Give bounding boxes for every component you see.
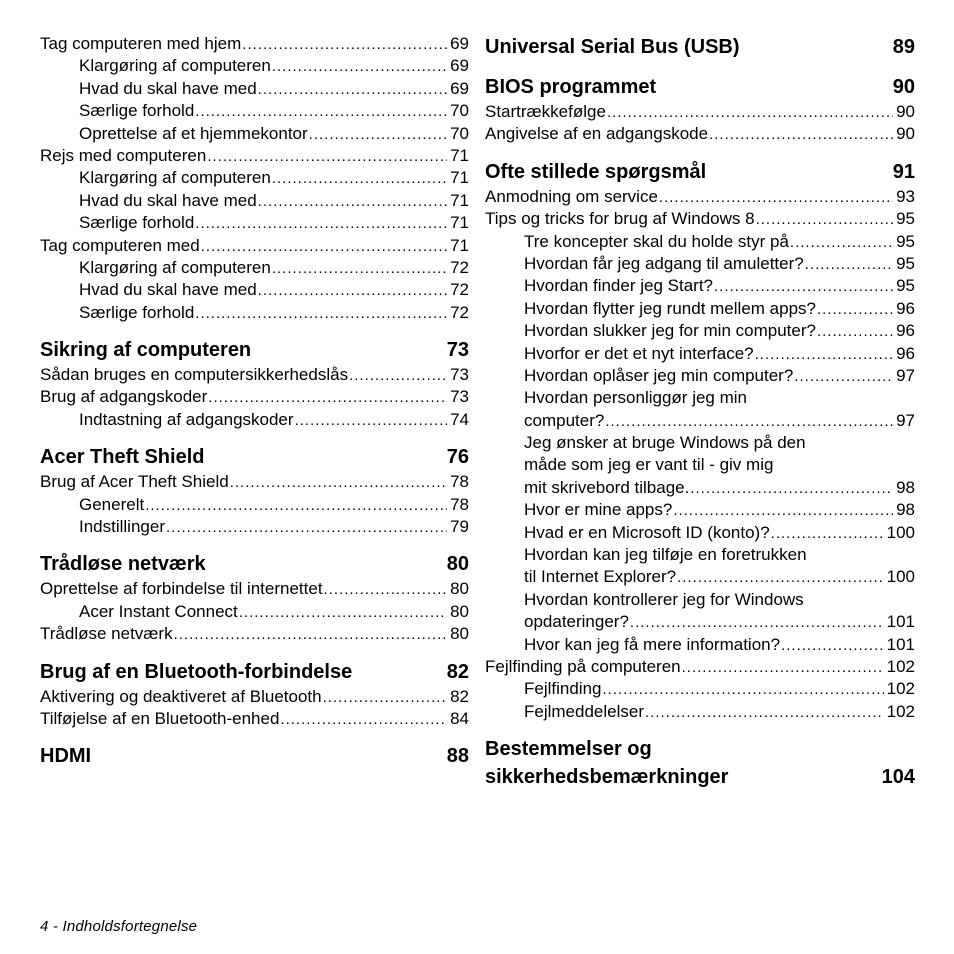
toc-entry-page: 79 [450,517,469,537]
toc-entry-title: Startrækkefølge [485,102,606,121]
dot-leader [280,709,447,731]
toc-entry-line [40,364,469,386]
toc-entry-page: 98 [896,477,915,497]
toc-entry-title: Tre koncepter skal du holde styr på [524,231,789,251]
toc-entry-line [485,499,915,521]
toc-heading-title: Universal Serial Bus (USB) [485,36,740,58]
toc-entry-line [485,343,915,365]
toc-entry-title: mit skrivebord tilbage. [524,477,690,497]
toc-heading-line [485,735,915,763]
dot-leader [230,472,447,494]
toc-heading-page: 73 [446,339,469,362]
toc-entry-title-part: måde som jeg er vant til - giv mig [524,455,774,475]
dot-leader [714,276,893,298]
toc-entry[interactable] [40,78,469,100]
toc-entry[interactable] [40,471,469,493]
toc-entry-line [40,212,469,234]
toc-entry-line [485,611,915,633]
toc-entry[interactable] [40,601,469,623]
toc-heading-page: 80 [446,553,469,576]
toc-entry-title: Rejs med computeren [40,145,207,165]
toc-entry-line [485,477,915,499]
toc-entry-page: 93 [896,186,915,206]
toc-entry-page: 100 [886,522,915,542]
toc-entry-page: 102 [886,679,915,699]
toc-entry[interactable] [485,634,915,656]
toc-entry[interactable] [485,656,915,678]
toc-entry-line [40,167,469,189]
toc-entry-line [485,544,915,566]
toc-entry-page: 71 [450,213,469,233]
toc-right-column [485,33,915,791]
toc-heading-line [485,763,915,791]
toc-entry-title: Fejlfinding på computeren [485,656,681,676]
toc-entry-title: Hvor er mine apps? [524,500,673,520]
toc-entry[interactable] [40,516,469,538]
toc-entry-page: 72 [450,280,469,300]
toc-entry-title: Særlige forhold [79,302,195,322]
toc-entry[interactable] [40,55,469,77]
toc-entry-line [40,257,469,279]
toc-heading-page: 88 [446,745,469,768]
toc-entry-line [40,190,469,212]
toc-entry-page: 98 [896,500,915,520]
toc-entry-page: 95 [896,209,915,229]
toc-heading-line [40,336,469,364]
dot-leader [709,124,893,146]
dot-leader [790,232,893,254]
toc-entry-line [485,387,915,409]
toc-entry[interactable] [485,253,915,275]
toc-heading-title: Trådløse netværk [40,553,206,576]
toc-entry[interactable] [40,100,469,122]
dot-leader [659,187,893,209]
toc-entry-page: 73 [450,387,469,407]
toc-entry-title: Tips og tricks for brug af Windows 8 [485,209,755,229]
toc-entry[interactable] [485,432,915,499]
toc-entry-line [485,410,915,432]
dot-leader [295,410,448,432]
dot-leader [272,168,447,190]
toc-entry-line [40,33,469,55]
dot-leader [272,258,447,280]
toc-entry-title: Særlige forhold [79,101,195,121]
dot-leader [201,236,447,258]
toc-entry-page: 82 [450,686,469,706]
toc-heading-line [40,742,469,770]
toc-heading[interactable] [40,658,469,686]
toc-entry-title: Hvad du skal have med [79,190,257,210]
dot-leader [682,657,884,679]
toc-entry-title: Hvordan får jeg adgang til amuletter? [524,253,804,273]
toc-entry-line [40,145,469,167]
toc-heading-title: Sikring af computeren [40,339,252,362]
toc-entry[interactable] [485,701,915,723]
toc-entry-title: Klargøring af computeren [79,168,271,188]
toc-entry-title: til Internet Explorer? [524,567,677,587]
toc-entry[interactable] [40,212,469,234]
dot-leader [195,213,447,235]
dot-leader [673,500,893,522]
toc-heading-page: 90 [892,76,915,98]
toc-entry[interactable] [40,494,469,516]
toc-entry-title-part: Hvordan kan jeg tilføje en foretrukken [524,545,807,565]
toc-heading[interactable] [485,73,915,101]
toc-entry-page: 73 [450,365,469,385]
toc-heading-page: 76 [446,446,469,469]
toc-heading-page: 91 [892,160,915,183]
toc-entry[interactable] [485,343,915,365]
toc-entry-line [485,678,915,700]
toc-entry[interactable] [485,275,915,297]
toc-entry-line [40,623,469,645]
toc-entry-title: Klargøring af computeren [79,257,271,277]
toc-entry[interactable] [485,678,915,700]
toc-entry-page: 74 [450,409,469,429]
toc-entry-line [40,386,469,408]
toc-entry[interactable] [485,320,915,342]
dot-leader [690,478,893,500]
toc-left-column [40,33,469,770]
toc-entry-title: Tag computeren med hjem [40,34,242,53]
toc-heading[interactable] [485,33,915,61]
toc-entry[interactable] [40,235,469,257]
toc-entry-line [485,275,915,297]
dot-leader [239,602,447,624]
toc-entry[interactable] [40,623,469,645]
toc-entry-line [40,686,469,708]
toc-entry-title: Brug af adgangskoder [40,387,208,407]
toc-heading-title: sikkerhedsbemærkninger [485,766,729,789]
toc-entry-title: Acer Instant Connect [79,601,238,621]
toc-entry[interactable] [40,578,469,600]
toc-heading[interactable] [40,336,469,364]
toc-entry[interactable] [485,101,915,123]
dot-leader [258,79,447,101]
toc-entry-page: 71 [450,190,469,210]
toc-entry[interactable] [485,123,915,145]
toc-heading-title: Acer Theft Shield [40,446,205,469]
dot-leader [756,209,894,231]
toc-entry-line [485,454,915,476]
toc-heading-line [40,550,469,578]
toc-heading-line [485,73,915,101]
toc-entry-line [485,320,915,342]
toc-entry-page: 95 [896,231,915,251]
toc-entry[interactable] [485,589,915,634]
dot-leader [605,411,893,433]
toc-entry[interactable] [485,186,915,208]
toc-entry-page: 70 [450,101,469,121]
toc-entry[interactable] [40,145,469,167]
toc-entry-title: Fejlmeddelelser [524,701,644,721]
toc-entry-title: Hvad du skal have med [79,78,257,98]
toc-entry[interactable] [40,279,469,301]
toc-entry-page: 78 [450,472,469,492]
toc-heading-title: BIOS programmet [485,76,657,98]
toc-entry[interactable] [485,208,915,230]
dot-leader [603,679,884,701]
toc-entry-title: opdateringer? [524,612,629,632]
toc-entry-title: Klargøring af computeren [79,56,271,76]
toc-entry-page: 97 [896,410,915,430]
toc-entry-title: Hvad er en Microsoft ID (konto)? [524,522,770,542]
toc-entry[interactable] [485,387,915,432]
toc-entry[interactable] [40,257,469,279]
toc-entry-line [485,231,915,253]
toc-entry[interactable] [40,364,469,386]
toc-entry[interactable] [485,544,915,589]
toc-entry-page: 69 [450,34,469,53]
toc-entry-line [40,78,469,100]
toc-entry-page: 102 [886,701,915,721]
toc-entry[interactable] [485,298,915,320]
toc-entry-line [40,601,469,623]
toc-entry-title: Hvorfor er det et nyt interface? [524,343,754,363]
dot-leader [781,635,884,657]
dot-leader [195,101,447,123]
toc-entry-title: computer? [524,410,605,430]
toc-entry[interactable] [485,365,915,387]
toc-entry[interactable] [40,708,469,730]
dot-leader [242,34,447,56]
toc-entry-page: 95 [896,253,915,273]
toc-entry-title-part: Jeg ønsker at bruge Windows på den [524,433,806,453]
toc-heading-line [485,158,915,186]
toc-entry-title: Anmodning om service [485,186,658,206]
toc-entry-page: 96 [896,321,915,341]
toc-entry[interactable] [40,386,469,408]
toc-entry-line [40,708,469,730]
toc-entry-title: Oprettelse af et hjemmekontor [79,123,308,143]
dot-leader [258,191,447,213]
toc-heading[interactable] [40,550,469,578]
toc-entry-title: Oprettelse af forbindelse til internettet [40,579,323,599]
toc-entry-line [485,365,915,387]
toc-entry-line [485,298,915,320]
toc-entry-line [485,253,915,275]
dot-leader [258,280,447,302]
toc-entry-page: 71 [450,145,469,165]
toc-entry-title: Tag computeren med [40,235,200,255]
dot-leader [195,303,447,325]
dot-leader [207,146,447,168]
toc-entry-title: Aktivering og deaktiveret af Bluetooth [40,686,322,706]
toc-entry-title: Tilføjelse af en Bluetooth-enhed [40,708,280,728]
toc-entry-page: 100 [886,567,915,587]
toc-entry-title: Fejlfinding [524,679,602,699]
toc-heading[interactable] [40,443,469,471]
toc-entry-page: 69 [450,56,469,76]
toc-entry-line [40,409,469,431]
dot-leader [677,567,883,589]
toc-entry-title: Hvor kan jeg få mere information? [524,634,781,654]
toc-heading-line [485,33,915,61]
dot-leader [208,387,447,409]
toc-entry-title: Særlige forhold [79,213,195,233]
toc-entry-page: 69 [450,78,469,98]
toc-entry[interactable] [40,686,469,708]
toc-entry-page: 90 [896,102,915,121]
dot-leader [309,124,447,146]
toc-entry[interactable] [40,190,469,212]
toc-heading-page: 104 [881,766,915,789]
toc-entry-line [40,302,469,324]
dot-leader [174,624,448,646]
toc-entry-title: Generelt [79,494,145,514]
toc-entry-page: 97 [896,365,915,385]
toc-entry-line [485,634,915,656]
toc-entry-title: Indtastning af adgangskoder [79,409,294,429]
toc-entry-line [40,516,469,538]
toc-entry-page: 80 [450,601,469,621]
toc-heading[interactable] [485,158,915,186]
toc-entry-title: Angivelse af en adgangskode [485,124,709,144]
toc-entry-page: 80 [450,624,469,644]
toc-entry-title: Hvad du skal have med [79,280,257,300]
toc-entry-title: Brug af Acer Theft Shield [40,472,229,492]
toc-heading-line [40,658,469,686]
toc-entry-page: 84 [450,708,469,728]
toc-heading-title: Brug af en Bluetooth-forbindelse [40,660,353,683]
dot-leader [145,495,447,517]
toc-entry-line [40,494,469,516]
toc-entry-page: 78 [450,494,469,514]
toc-entry[interactable] [485,499,915,521]
toc-entry-line [40,55,469,77]
toc-entry-line [485,186,915,208]
toc-heading-page: 82 [446,660,469,683]
toc-entry-line [485,522,915,544]
toc-entry[interactable] [40,167,469,189]
toc-entry-line [40,123,469,145]
dot-leader [630,612,884,634]
toc-entry-line [485,101,915,123]
dot-leader [794,366,893,388]
dot-leader [817,299,893,321]
page-footer: 4 - Indholdsfortegnelse [40,918,198,935]
dot-leader [755,344,893,366]
toc-entry-page: 96 [896,298,915,318]
toc-entry[interactable] [40,123,469,145]
dot-leader [349,365,447,387]
toc-entry-page: 70 [450,123,469,143]
toc-entry-page: 90 [896,124,915,144]
dot-leader [817,321,893,343]
toc-entry-page: 71 [450,168,469,188]
toc-entry-line [485,208,915,230]
dot-leader [805,254,893,276]
dot-leader [324,579,448,601]
dot-leader [166,517,447,539]
toc-entry-title: Sådan bruges en computersikkerhedslås [40,365,349,385]
toc-entry-line [40,235,469,257]
toc-entry-title: Hvordan slukker jeg for min computer? [524,321,816,341]
toc-entry[interactable] [40,33,469,55]
toc-entry[interactable] [40,302,469,324]
dot-leader [607,102,893,124]
dot-leader [645,702,884,724]
toc-entry-page: 101 [886,612,915,632]
toc-entry-page: 95 [896,276,915,296]
toc-entry[interactable] [485,231,915,253]
toc-entry-page: 101 [886,634,915,654]
toc-entry-page: 71 [450,235,469,255]
toc-entry-title: Hvordan oplåser jeg min computer? [524,365,794,385]
toc-heading[interactable] [40,742,469,770]
toc-entry-title: Hvordan flytter jeg rundt mellem apps? [524,298,816,318]
toc-entry[interactable] [40,409,469,431]
toc-entry-title-part: Hvordan kontrollerer jeg for Windows [524,589,804,609]
toc-entry-line [485,432,915,454]
toc-entry-line [485,566,915,588]
toc-entry-line [40,578,469,600]
toc-heading-line [40,443,469,471]
toc-entry-page: 72 [450,257,469,277]
toc-entry-page: 96 [896,343,915,363]
toc-entry-line [40,100,469,122]
toc-heading[interactable] [485,735,915,791]
toc-heading-title-part: Bestemmelser og [485,738,652,761]
toc-entry-line [40,471,469,493]
toc-entry-title: Trådløse netværk [40,624,173,644]
toc-heading-title: HDMI [40,745,92,768]
toc-entry-line [485,656,915,678]
dot-leader [323,687,447,709]
toc-entry-line [485,589,915,611]
toc-entry-line [485,701,915,723]
toc-entry-page: 72 [450,302,469,322]
toc-entry-page: 102 [886,656,915,676]
toc-entry-line [40,279,469,301]
toc-entry-title: Indstillinger [79,517,165,537]
toc-entry-page: 80 [450,579,469,599]
dot-leader [272,56,447,78]
toc-entry-line [485,123,915,145]
toc-entry-title-part: Hvordan personliggør jeg min [524,388,747,408]
toc-heading-title: Ofte stillede spørgsmål [485,160,707,183]
dot-leader [771,523,884,545]
toc-heading-page: 89 [892,36,915,58]
toc-entry[interactable] [485,522,915,544]
toc-entry-title: Hvordan finder jeg Start? [524,276,713,296]
